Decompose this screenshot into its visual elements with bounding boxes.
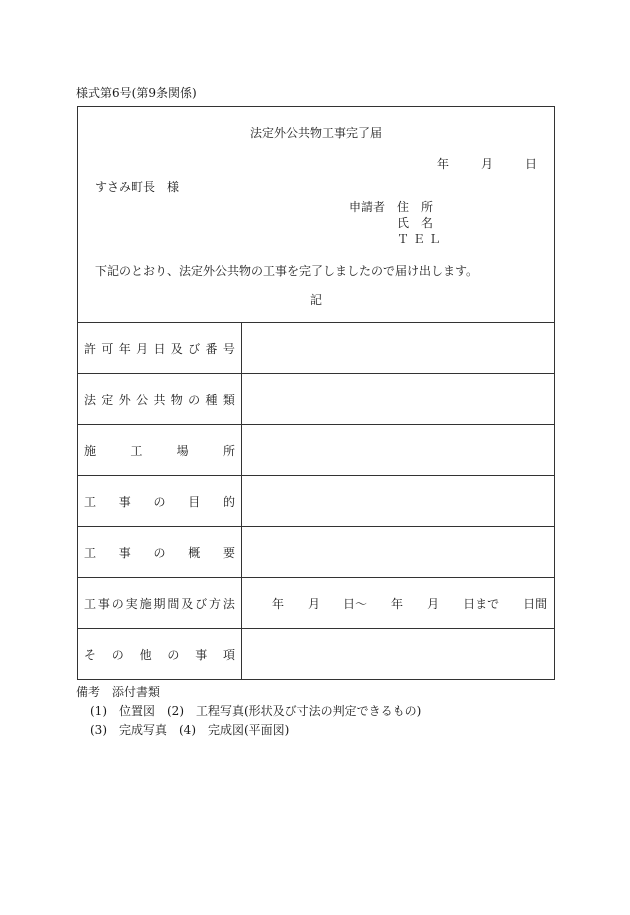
row-label: 工 事 の 目 的 <box>84 494 235 509</box>
table-row <box>78 527 554 578</box>
date-year: 年 <box>436 157 449 171</box>
row-value-cell[interactable] <box>242 476 554 526</box>
row-label: 法 定 外 公 共 物 の 種 類 <box>84 392 235 407</box>
row-label: 工 事 の 概 要 <box>84 545 235 560</box>
period-days: 日間 <box>523 596 548 611</box>
date-day: 日 <box>524 157 537 171</box>
table-row <box>78 425 554 476</box>
form-frame <box>77 106 555 680</box>
applicant-tel-label: Ｔ Ｅ Ｌ <box>397 232 441 246</box>
row-label-cell <box>78 323 242 373</box>
date-line <box>437 155 537 172</box>
row-value-cell[interactable] <box>242 425 554 475</box>
date-month: 月 <box>480 157 493 171</box>
applicant-name-label: 氏 名 <box>397 216 434 230</box>
form-title: 法定外公共物工事完了届 <box>249 126 382 140</box>
row-label: そ の 他 の 事 項 <box>84 648 235 662</box>
row-value-cell[interactable] <box>242 374 554 424</box>
row-label-cell <box>78 374 242 424</box>
body-text: 下記のとおり、法定外公共物の工事を完了しましたので届け出します。 <box>95 264 479 278</box>
row-label-cell <box>78 425 242 475</box>
row-value-cell[interactable] <box>242 323 554 373</box>
row-label: 施 工 場 所 <box>84 443 235 458</box>
row-label-cell <box>78 476 242 526</box>
table-row <box>78 374 554 425</box>
ki-heading: 記 <box>309 293 322 307</box>
applicant-address-label: 住 所 <box>397 200 434 214</box>
table-row <box>78 629 554 680</box>
addressee: すさみ町長 様 <box>95 180 180 194</box>
period-start-year: 年 <box>272 596 285 611</box>
applicant-role: 申請者 <box>349 200 386 214</box>
period-end-day: 日まで <box>463 596 500 611</box>
row-label-cell <box>78 629 242 680</box>
period-end-year: 年 <box>391 596 404 611</box>
table-row <box>78 323 554 374</box>
table-row <box>78 578 554 629</box>
form-header <box>78 107 554 323</box>
notes-line-1: (1) 位置図 (2) 工程写真(形状及び寸法の判定できるもの) <box>90 704 422 718</box>
row-label: 工 事 の 実 施 期 間 及 び 方 法 <box>84 596 235 611</box>
form-number-label: 様式第6号(第9条関係) <box>76 86 197 100</box>
period-cell[interactable] <box>242 578 554 628</box>
period-start-month: 月 <box>308 596 321 611</box>
form-table <box>78 323 554 680</box>
notes-block <box>76 683 421 740</box>
applicant-block <box>349 199 441 247</box>
row-value-cell[interactable] <box>242 629 554 680</box>
row-label-cell <box>78 578 242 628</box>
row-label: 許 可 年 月 日 及 び 番 号 <box>84 341 235 356</box>
notes-line-2: (3) 完成写真 (4) 完成図(平面図) <box>90 723 290 737</box>
period-line <box>272 595 554 612</box>
period-end-month: 月 <box>427 596 440 611</box>
table-row <box>78 476 554 527</box>
notes-heading: 備考 添付書類 <box>76 685 161 699</box>
period-start-day: 日〜 <box>343 596 368 611</box>
row-value-cell[interactable] <box>242 527 554 577</box>
row-label-cell <box>78 527 242 577</box>
